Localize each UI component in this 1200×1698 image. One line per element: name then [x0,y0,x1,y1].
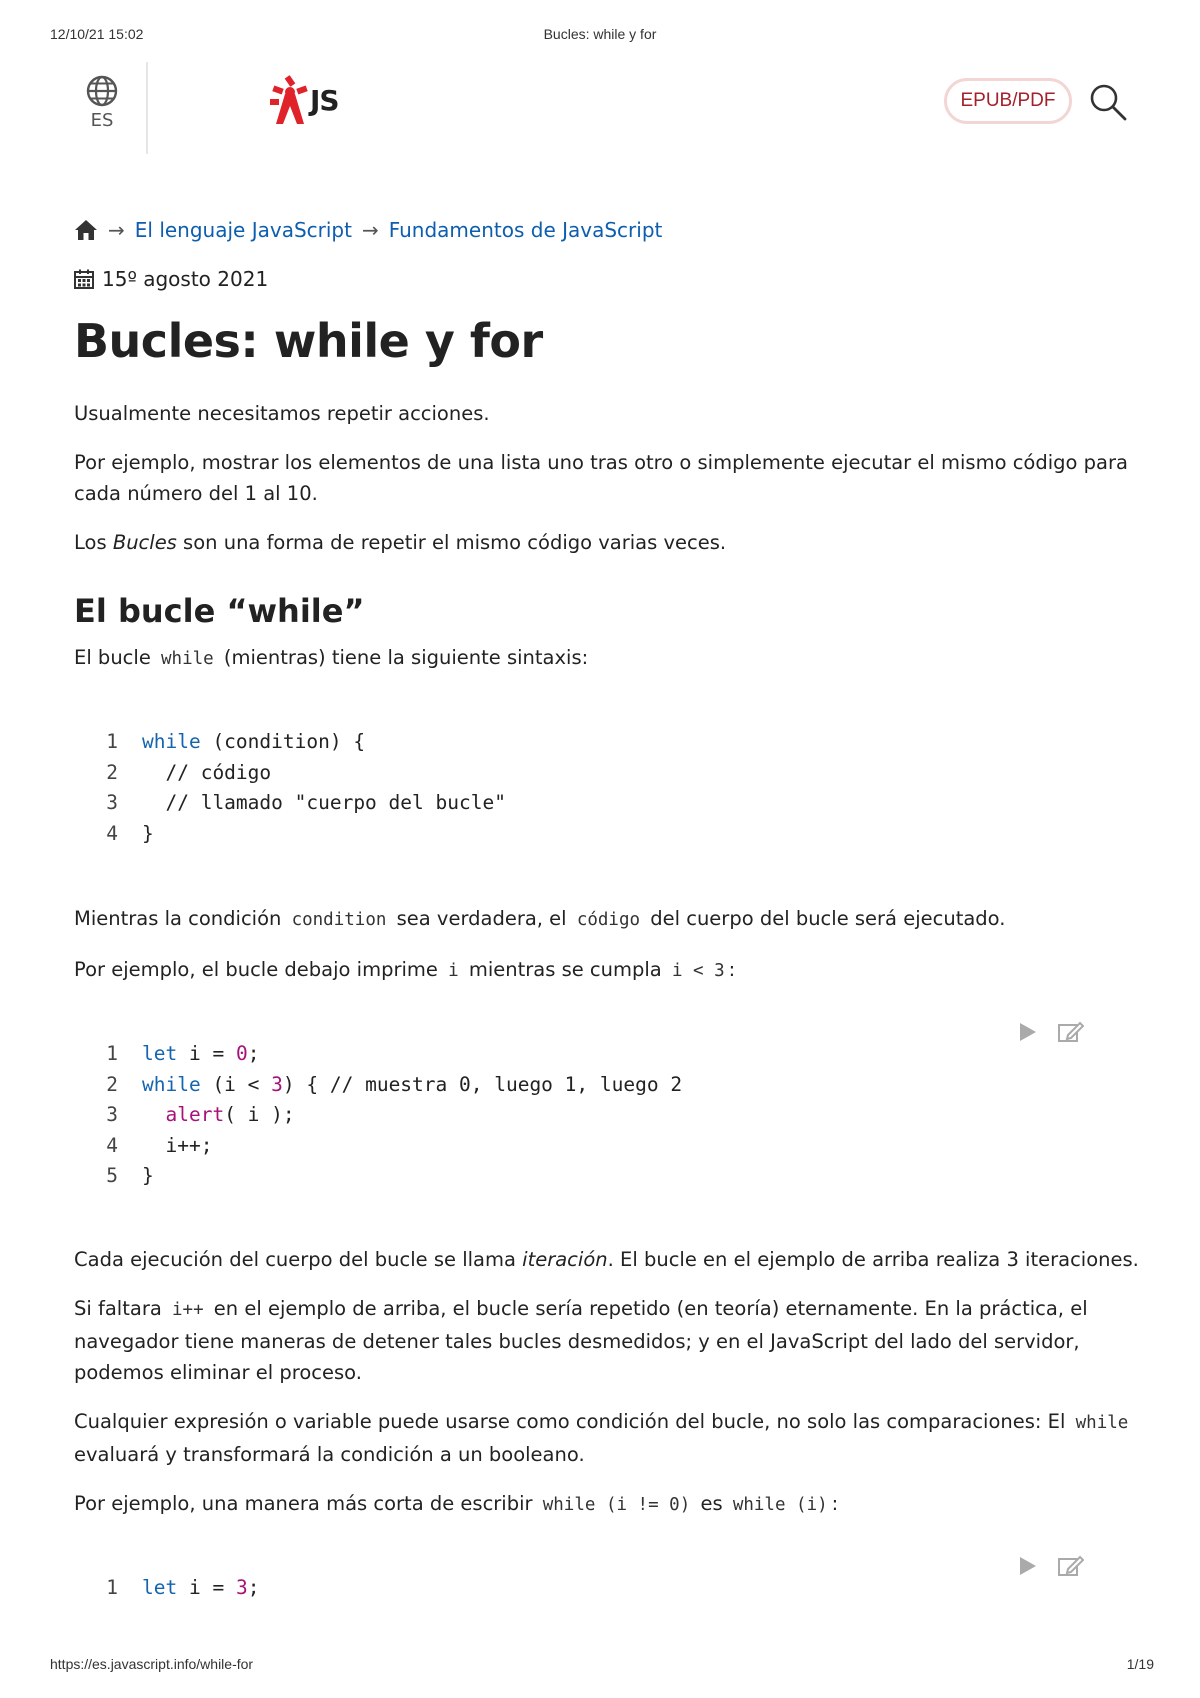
language-switcher[interactable] [80,74,124,131]
code-block-while-example: 1 let i = 0; 2 while (i < 3) { // muestra 0, luego 1, luego 2 3 alert( i ); 4 i++; 5 } [74,1039,1144,1192]
intro-paragraph-1: Usualmente necesitamos repetir acciones. [74,402,490,425]
breadcrumb-separator: → [361,218,379,242]
infinite-loop-paragraph: Si faltara i++ en el ejemplo de arriba, el bucle sería repetido (en teoría) eternamente. En la práctica, el navegador tiene maneras de detener tales bucles desmedidos; y en el JavaScript del lado del servidor, podemos eliminar el proceso. [74,1296,1088,1384]
syntax-intro: El bucle while (mientras) tiene la siguiente sintaxis: [74,646,589,669]
edit-icon[interactable] [1058,1555,1084,1577]
site-topbar [0,62,1200,154]
run-icon[interactable] [1016,1021,1038,1043]
edit-icon[interactable] [1058,1021,1084,1043]
code-block-syntax: 1 while (condition) { 2 // código 3 // llamado "cuerpo del bucle" 4 } [106,730,506,845]
breadcrumb-separator: → [108,218,125,242]
code-tools [1016,1555,1084,1577]
breadcrumb-link-fundamentals[interactable]: Fundamentos de JavaScript [388,218,663,242]
iteration-paragraph: Cada ejecución del cuerpo del bucle se llama iteración. El bucle en el ejemplo de arriba realiza 3 iteraciones. [74,1247,1139,1271]
print-page-number: 1/19 [1126,1656,1154,1672]
breadcrumb-link-language[interactable]: El lenguaje JavaScript [134,218,352,242]
site-logo[interactable] [268,72,339,128]
intro-paragraph-3: Los Bucles son una forma de repetir el mismo código varias veces. [74,531,727,554]
run-icon[interactable] [1016,1555,1038,1577]
print-date: 12/10/21 15:02 [50,26,144,42]
code-block-shorter-example: 1 let i = 3; [74,1573,1144,1604]
publish-date-text: 15º agosto 2021 [102,267,269,291]
home-icon[interactable] [74,219,98,241]
print-title: Bucles: while y for [543,26,657,42]
epub-pdf-button[interactable]: EPUB/PDF [944,78,1072,124]
shorter-form-paragraph: Por ejemplo, una manera más corta de escribir while (i != 0) es while (i) : [74,1491,839,1515]
any-expression-paragraph: Cualquier expresión o variable puede usarse como condición del bucle, no solo las comparaciones: El while evaluará y transformará la condición a un booleano. [74,1409,1129,1466]
calendar-icon [74,269,94,289]
breadcrumb [74,218,662,242]
publish-date [74,267,268,291]
globe-icon [85,74,119,108]
example-paragraph: Por ejemplo, el bucle debajo imprime i mientras se cumpla i < 3 : [74,958,736,981]
condition-paragraph: Mientras la condición condition sea verdadera, el código del cuerpo del bucle será ejecutado. [74,907,1006,930]
section-heading-while: El bucle “while” [74,592,365,630]
print-url: https://es.javascript.info/while-for [50,1656,254,1672]
code-tools [1016,1021,1084,1043]
intro-paragraph-2: Por ejemplo, mostrar los elementos de una lista uno tras otro o simplemente ejecutar el mismo código para cada número del 1 al 10. [74,451,1128,505]
article-content [74,398,1144,1603]
search-icon [1088,82,1128,122]
logo-text: JS [310,83,339,117]
page-title: Bucles: while y for [74,314,543,368]
search-button[interactable] [1088,82,1128,126]
logo-icon [268,72,312,128]
language-code: ES [90,110,114,131]
header-divider [146,62,148,154]
